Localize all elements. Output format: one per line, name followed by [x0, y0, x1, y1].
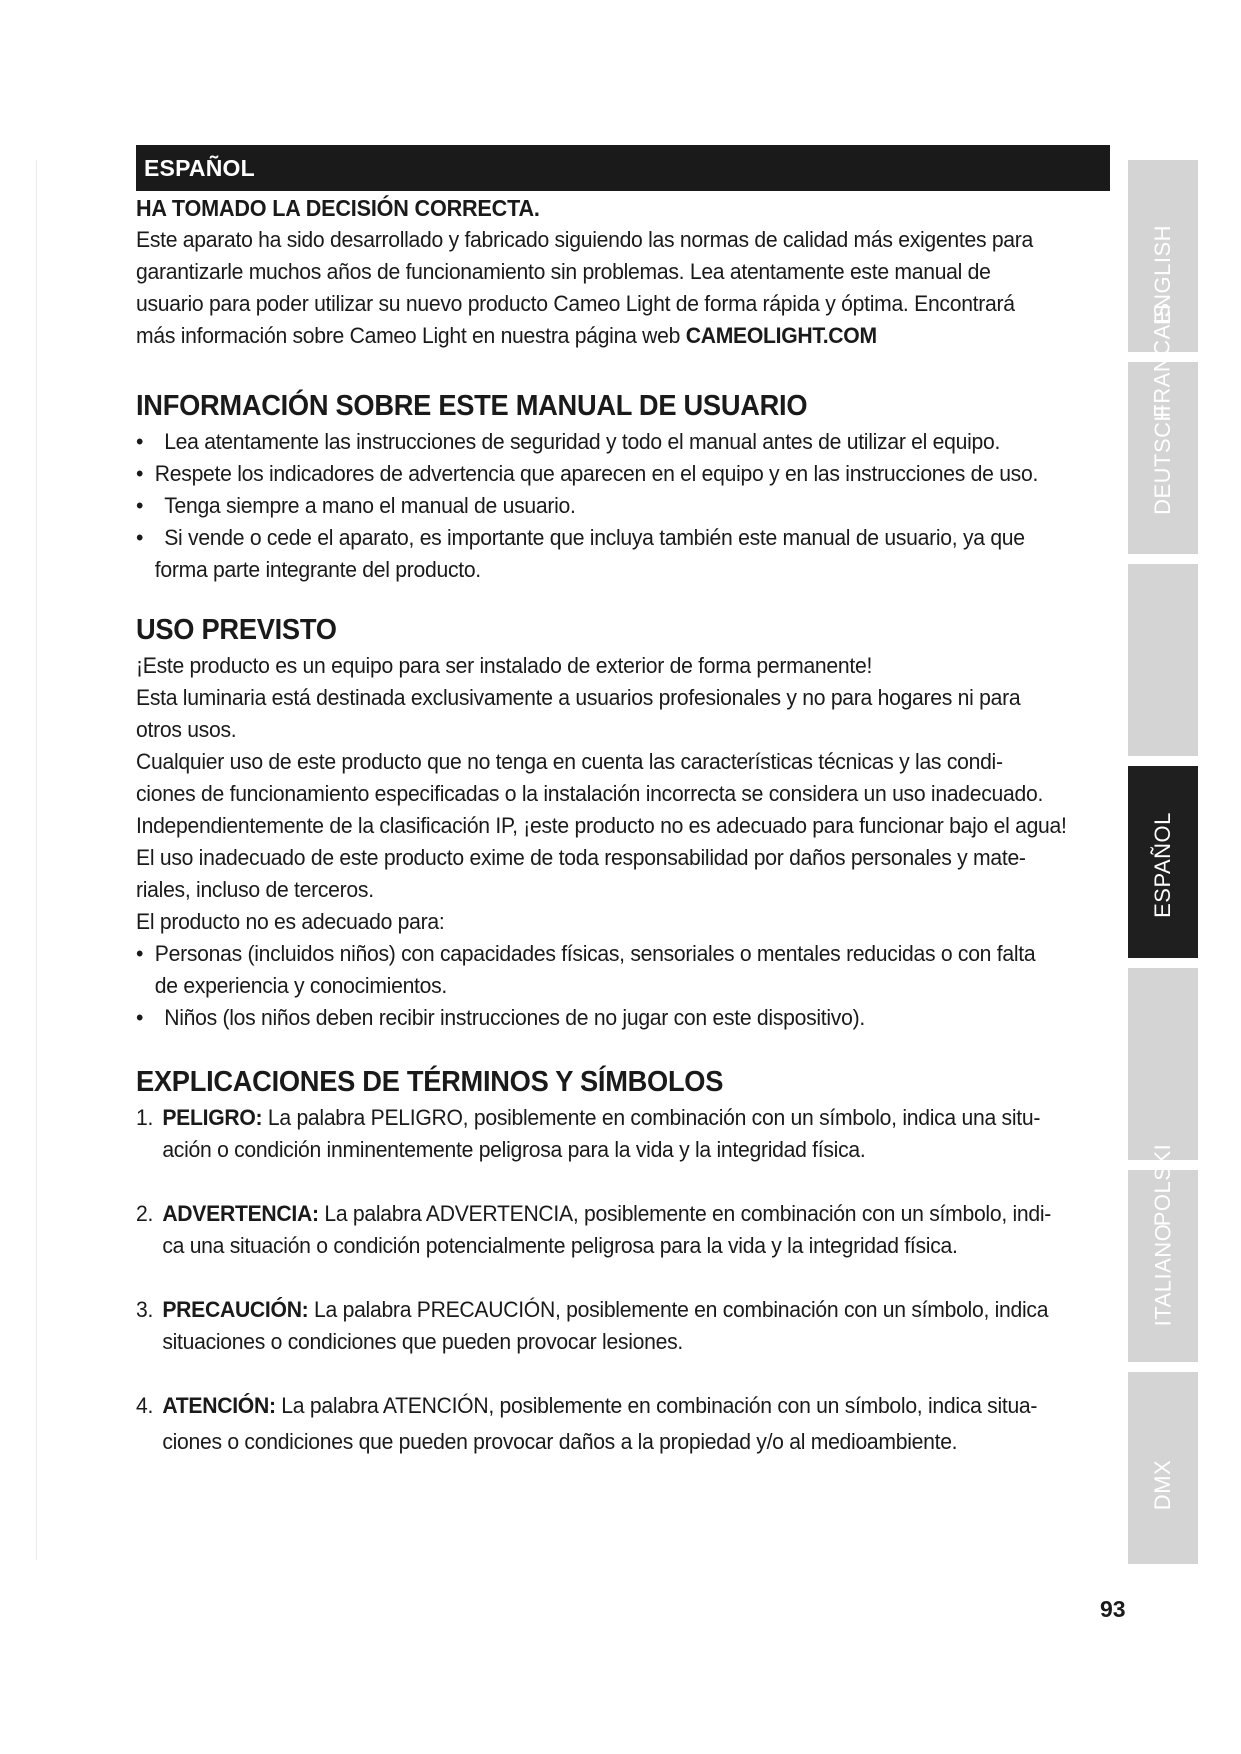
- side-label-deutsch: DEUTSCH: [1150, 405, 1175, 515]
- use-section: [136, 610, 1206, 1034]
- term-label: PRECAUCIÓN:: [162, 1297, 309, 1322]
- side-label-english: ENGLISH: [1150, 224, 1175, 326]
- intro-line: Este aparato ha sido desarrollado y fabricado siguiendo las normas de calidad más exigentes para: [136, 227, 1034, 252]
- term-item: 3. PRECAUCIÓN: La palabra PRECAUCIÓN, posiblemente en combinación con un símbolo, indica: [136, 1297, 1049, 1322]
- side-label-dmx: DMX: [1150, 1459, 1176, 1511]
- use-line: Cualquier uso de este producto que no tenga en cuenta las características técnicas y las condi-: [136, 749, 1003, 774]
- intro-line: garantizarle muchos años de funcionamiento sin problemas. Lea atentamente este manual de: [136, 259, 991, 284]
- side-label-espanol: ESPAÑOL: [1150, 812, 1175, 918]
- term-item-continuation: ciones o condiciones que pueden provocar daños a la propiedad y/o al medioambiente.: [162, 1429, 958, 1454]
- list-item-continuation: de experiencia y conocimientos.: [154, 973, 448, 998]
- intro-heading: HA TOMADO LA DECISIÓN CORRECTA.: [136, 195, 540, 221]
- use-line: riales, incluso de terceros.: [136, 877, 374, 902]
- terms-section-title: EXPLICACIONES DE TÉRMINOS Y SÍMBOLOS: [136, 1066, 724, 1098]
- tab-blank: [1128, 564, 1198, 756]
- language-header-label: ESPAÑOL: [144, 155, 255, 181]
- term-item: 2. ADVERTENCIA: La palabra ADVERTENCIA, posiblemente en combinación con un símbolo, indi-: [136, 1201, 1052, 1226]
- side-label-polski: POLSKI: [1150, 1143, 1176, 1227]
- use-line: El producto no es adecuado para:: [136, 909, 445, 934]
- website-link[interactable]: CAMEOLIGHT.COM: [685, 323, 877, 348]
- list-item: • Lea atentamente las instrucciones de seguridad y todo el manual antes de utilizar el equipo.: [136, 429, 1001, 454]
- term-item: 1. PELIGRO: La palabra PELIGRO, posiblemente en combinación con un símbolo, indica una situ-: [136, 1105, 1041, 1130]
- use-line: Esta luminaria está destinada exclusivamente a usuarios profesionales y no para hogares ni para: [136, 685, 1021, 710]
- intro-paragraph: [136, 224, 1176, 352]
- intro-line: [136, 320, 1114, 352]
- term-item-continuation: ca una situación o condición potencialmente peligrosa para la vida y la integridad física.: [162, 1233, 958, 1258]
- side-label-italiano: ITALIANO: [1150, 1223, 1175, 1327]
- language-header-bar: [136, 145, 1110, 191]
- list-item-continuation: forma parte integrante del producto.: [154, 557, 481, 582]
- list-item: • Respete los indicadores de advertencia que aparecen en el equipo y en las instrucciones de uso.: [136, 461, 1039, 486]
- manual-section: [136, 386, 1206, 586]
- intro-line: usuario para poder utilizar su nuevo producto Cameo Light de forma rápida y óptima. Encontrará: [136, 291, 1015, 316]
- terms-section: [136, 1062, 1204, 1458]
- list-item: • Personas (incluidos niños) con capacidades físicas, sensoriales o mentales reducidas o con falta: [136, 941, 1036, 966]
- use-line: ciones de funcionamiento especificadas o la instalación incorrecta se considera un uso inadecuado.: [136, 781, 1044, 806]
- use-section-title: USO PREVISTO: [136, 614, 337, 646]
- list-item: • Tenga siempre a mano el manual de usuario.: [136, 493, 576, 518]
- use-line: ¡Este producto es un equipo para ser instalado de exterior de forma permanente!: [136, 653, 873, 678]
- intro-last-line: más información sobre Cameo Light en nuestra página web: [136, 323, 686, 348]
- tab-blank-2: [1128, 968, 1198, 1160]
- term-item-continuation: ación o condición inminentemente peligrosa para la vida y la integridad física.: [162, 1137, 866, 1162]
- manual-section-title: INFORMACIÓN SOBRE ESTE MANUAL DE USUARIO: [136, 390, 808, 422]
- term-item: 4. ATENCIÓN: La palabra ATENCIÓN, posiblemente en combinación con un símbolo, indica situa-: [136, 1393, 1038, 1418]
- term-label: ATENCIÓN:: [162, 1393, 276, 1418]
- use-line: Independientemente de la clasificación IP, ¡este producto no es adecuado para funcionar bajo el agua!: [136, 813, 1067, 838]
- list-item: • Si vende o cede el aparato, es importante que incluya también este manual de usuario, ya que: [136, 525, 1025, 550]
- side-label-francais: FRANCAIS: [1150, 302, 1175, 418]
- page-number: 93: [1100, 1596, 1126, 1622]
- use-line: El uso inadecuado de este producto exime de toda responsabilidad por daños personales y mate-: [136, 845, 1026, 870]
- term-label: PELIGRO:: [162, 1105, 263, 1130]
- use-line: otros usos.: [136, 717, 237, 742]
- list-item: • Niños (los niños deben recibir instrucciones de no jugar con este dispositivo).: [136, 1005, 865, 1030]
- page-edge-line: [36, 160, 37, 1560]
- term-label: ADVERTENCIA:: [162, 1201, 319, 1226]
- term-item-continuation: situaciones o condiciones que pueden provocar lesiones.: [162, 1329, 683, 1354]
